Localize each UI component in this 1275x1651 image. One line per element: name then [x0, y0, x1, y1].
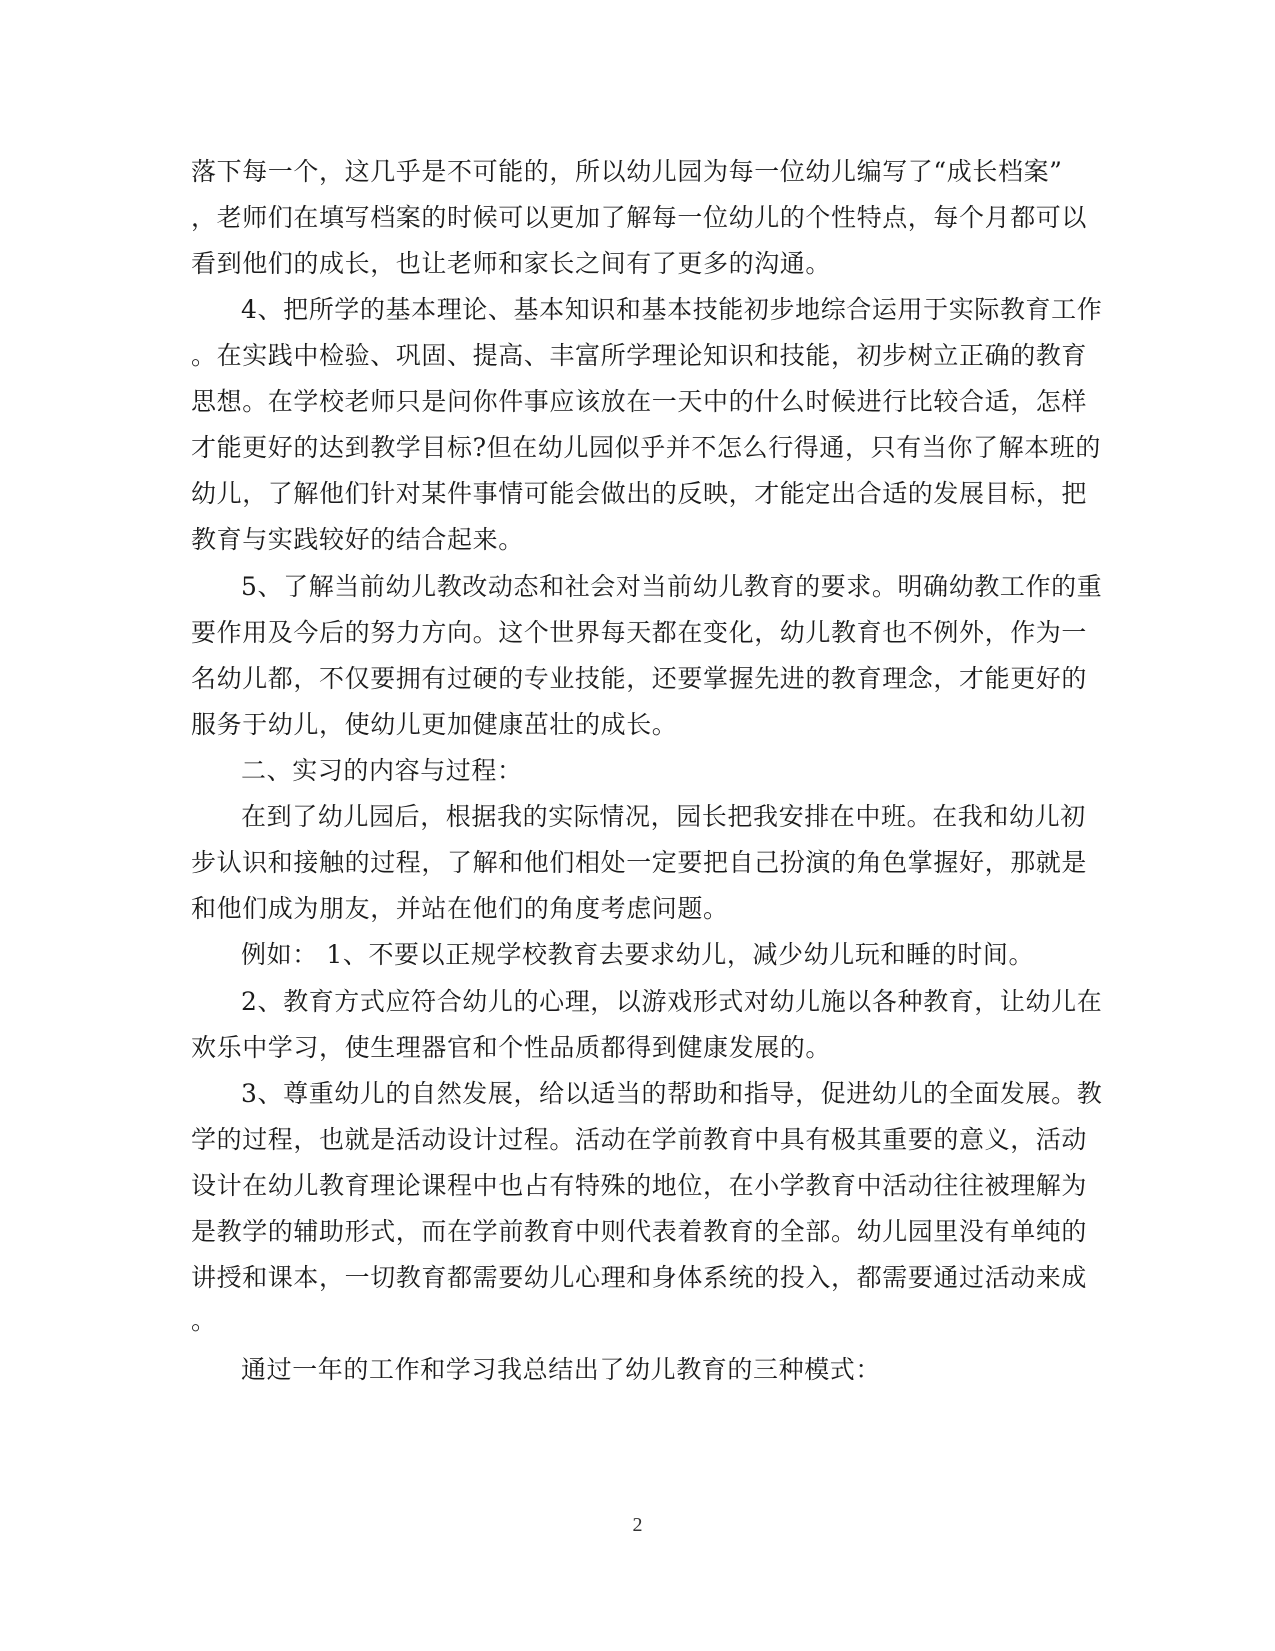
- text-line: 才能更好的达到教学目标?但在幼儿园似乎并不怎么行得通，只有当你了解本班的: [191, 433, 1102, 462]
- section-heading: 二、实习的内容与过程：: [241, 756, 523, 785]
- text-line: ，老师们在填写档案的时候可以更加了解每一位幼儿的个性特点，每个月都可以: [191, 203, 1088, 232]
- text-line: 讲授和课本，一切教育都需要幼儿心理和身体系统的投入，都需要通过活动来成: [191, 1263, 1088, 1292]
- text-line: 和他们成为朋友，并站在他们的角度考虑问题。: [191, 894, 729, 923]
- text-line: 落下每一个，这几乎是不可能的，所以幼儿园为每一位幼儿编写了“成长档案”: [191, 157, 1063, 186]
- paragraph-start-line: 在到了幼儿园后，根据我的实际情况，园长把我安排在中班。在我和幼儿初: [241, 802, 1086, 831]
- text-line: 。在实践中检验、巩固、提高、丰富所学理论知识和技能，初步树立正确的教育: [191, 341, 1088, 370]
- text-line: 设计在幼儿教育理论课程中也占有特殊的地位，在小学教育中活动往往被理解为: [191, 1171, 1088, 1200]
- paragraph-start-line: 5、了解当前幼儿教改动态和社会对当前幼儿教育的要求。明确幼教工作的重: [241, 572, 1103, 601]
- text-line: 教育与实践较好的结合起来。: [191, 525, 524, 554]
- text-line: 要作用及今后的努力方向。这个世界每天都在变化，幼儿教育也不例外，作为一: [191, 618, 1088, 647]
- text-line: 是教学的辅助形式，而在学前教育中则代表着教育的全部。幼儿园里没有单纯的: [191, 1217, 1088, 1246]
- paragraph-start-line: 2、教育方式应符合幼儿的心理，以游戏形式对幼儿施以各种教育，让幼儿在: [241, 987, 1103, 1016]
- text-line: 。: [191, 1306, 217, 1335]
- text-line: 幼儿，了解他们针对某件事情可能会做出的反映，才能定出合适的发展目标，把: [191, 479, 1088, 508]
- paragraph-start-line: 通过一年的工作和学习我总结出了幼儿教育的三种模式：: [241, 1355, 882, 1384]
- page-number: 2: [632, 1514, 643, 1536]
- text-line: 名幼儿都，不仅要拥有过硬的专业技能，还要掌握先进的教育理念，才能更好的: [191, 664, 1088, 693]
- text-line: 看到他们的成长，也让老师和家长之间有了更多的沟通。: [191, 249, 832, 278]
- text-line: 思想。在学校老师只是问你件事应该放在一天中的什么时候进行比较合适，怎样: [191, 387, 1088, 416]
- text-line: 欢乐中学习，使生理器官和个性品质都得到健康发展的。: [191, 1033, 832, 1062]
- text-line: 服务于幼儿，使幼儿更加健康茁壮的成长。: [191, 710, 678, 739]
- paragraph-start-line: 4、把所学的基本理论、基本知识和基本技能初步地综合运用于实际教育工作: [241, 295, 1103, 324]
- text-line: 学的过程，也就是活动设计过程。活动在学前教育中具有极其重要的意义，活动: [191, 1125, 1088, 1154]
- paragraph-start-line: 3、尊重幼儿的自然发展，给以适当的帮助和指导，促进幼儿的全面发展。教: [241, 1079, 1103, 1108]
- paragraph-start-line: 例如： 1、不要以正规学校教育去要求幼儿，减少幼儿玩和睡的时间。: [241, 940, 1035, 969]
- text-line: 步认识和接触的过程，了解和他们相处一定要把自己扮演的角色掌握好，那就是: [191, 848, 1088, 877]
